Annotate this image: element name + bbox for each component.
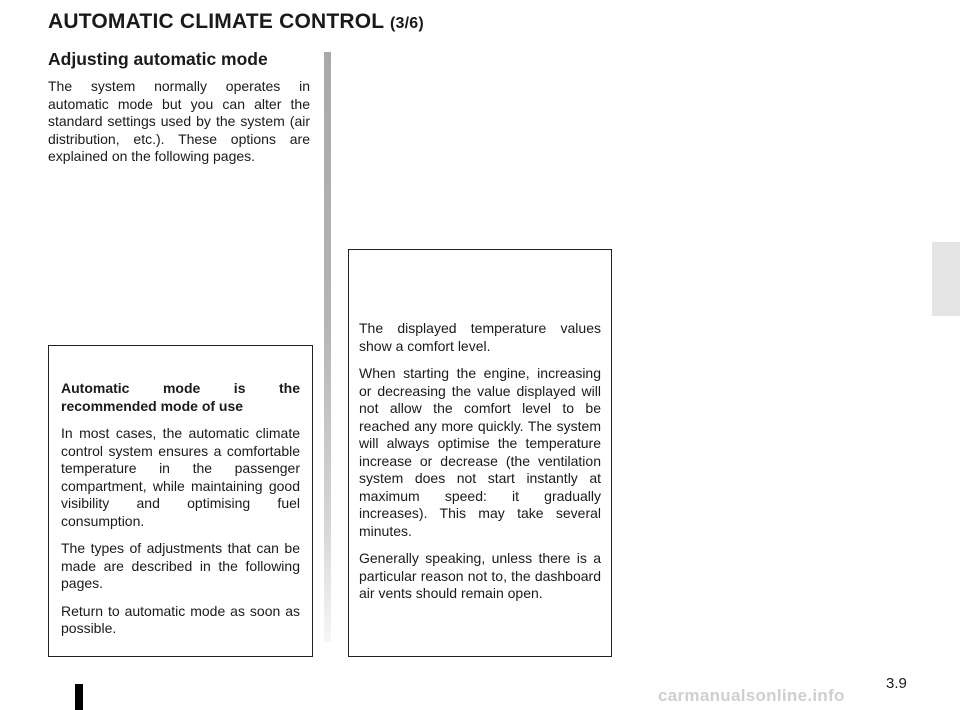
page-title [48,10,424,34]
note-paragraph: Generally speaking, unless there is a particular reason not to, the dashboard air vents should remain open. [359,550,601,601]
recommended-mode-note-box [48,345,313,657]
corner-crop-mark [75,684,83,710]
intro-paragraph: The system normally operates in automatic mode but you can alter the standard settings used by the system (air distribution, etc.). These options are explained on the following pages. [48,78,310,164]
chapter-side-tab [932,242,960,316]
column-divider [324,52,331,642]
note-paragraph: The displayed temperature values show a comfort level. [359,320,601,354]
page-number: 3.9 [886,675,907,692]
note-paragraph: Return to automatic mode as soon as possible. [61,602,300,636]
note-paragraph: The types of adjustments that can be made are described in the following pages. [61,540,300,591]
note-paragraph: When starting the engine, increasing or decreasing the value displayed will not allow the comfort level to be reached any more quickly. The system will always optimise the temperature increase or decrease (the ventilation system does not start instantly at maximum speed: it gradually increases). This may take several minutes. [359,365,601,539]
page-title-text: AUTOMATIC CLIMATE CONTROL [48,10,384,33]
note-heading: Automatic mode is the recommended mode of use [61,380,300,414]
page-part-indicator: (3/6) [389,15,424,32]
note-paragraph: In most cases, the automatic climate control system ensures a comfortable temperature in the passenger compartment, while maintaining good visibility and optimising fuel consumption. [61,425,300,529]
section-heading: Adjusting automatic mode [48,49,268,69]
temperature-info-note-box [348,249,612,657]
watermark: carmanualsonline.info [658,686,845,705]
